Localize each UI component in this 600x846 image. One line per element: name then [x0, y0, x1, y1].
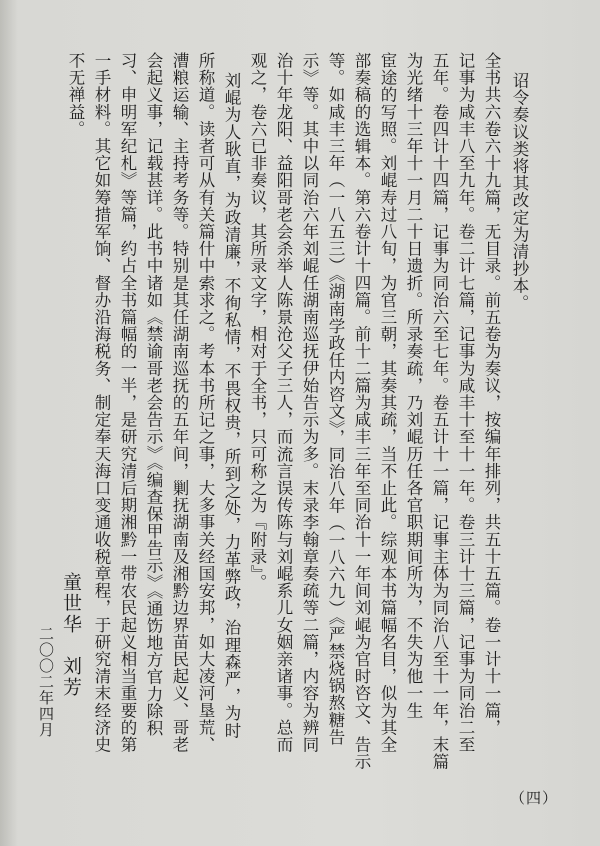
text-column: 观之，卷六已非奏议，其所录文字，相对于全书，只可称之为『附录』。	[248, 52, 267, 591]
text-column: 漕粮运输、主持考务等。特别是其任湖南巡抚的五年间，剿抚湖南及湘黔边界苗民起义、哥老	[170, 52, 189, 754]
text-column: 全书共六卷六十九篇，无目录。前五卷为奏议，按编年排列，共五十五篇。卷一计十一篇，	[482, 52, 501, 736]
text-column: 习、申明军纪札》等篇，约占全书篇幅的一半，是研究清后期湘黔一带农民起义相当重要的第	[118, 52, 137, 754]
text-column: 会起义事，记载甚详。此书中诸如《禁谕哥老会告示》《编查保甲告示》《通饬地方官力除积	[144, 52, 163, 737]
text-column: 一手材料。其它如筹措军饷、督办沿海税务、制定奉天海口变通收税章程，于研究清末经济史	[92, 52, 111, 754]
text-column: 诏令奏议类将其改定为清抄本。	[510, 72, 529, 312]
text-column: 等。如咸丰三年（一八五三）《湖南学政任内咨文》，同治八年（一八六九）《严禁烧锅熬糖告	[326, 52, 345, 746]
author-signature: 童世华 刘芳	[60, 572, 82, 698]
page-number: （四）	[509, 789, 558, 807]
text-column: 部奏稿的选辑本。第六卷计十四篇。前十二篇为咸丰三年至同治十一年间刘崐为官时咨文、告示	[352, 52, 371, 771]
text-column: 记事为咸丰八至九年。卷二计七篇，记事为咸丰十至十一年。卷三计十三篇，记事为同治二至	[456, 52, 475, 754]
text-column: 示》等。其中以同治六年刘崐任湖南巡抚伊始告示为多。末录李翰章奏疏等二篇，内容为辨同	[300, 52, 319, 754]
text-column: 五年。卷四计十四篇，记事为同治六至七年。卷五计十一篇，记事主体为同治八至十一年，末篇	[430, 52, 449, 771]
text-column: 所称道。读者可从有关篇什中索求之。考本书所记之事，大多事关经国安邦，如大凌河垦荒、	[196, 52, 215, 754]
text-column: 治十年龙阳、益阳哥老会杀举人陈景沧父子三人，而流言误传陈与刘崐系儿女姻亲诸事。总而	[274, 52, 293, 754]
text-column: 刘崐为人耿直，为政清廉，不徇私情，不畏权贵，所到之处，力革弊政，治理森严，为时	[222, 72, 241, 739]
text-column: 宦途的写照。刘崐寿过八旬，为官三朝，其奏其疏，当不止此。综观本书篇幅名目，似为其全	[378, 52, 397, 754]
text-column: 不无禅益。	[66, 52, 85, 138]
signature-date: 二〇〇二年四月	[37, 626, 55, 738]
text-column: 为光绪十三年十一月二十日遗折。所录奏疏，乃刘崐历任各官职期间所为，不失为他一生	[404, 52, 423, 719]
